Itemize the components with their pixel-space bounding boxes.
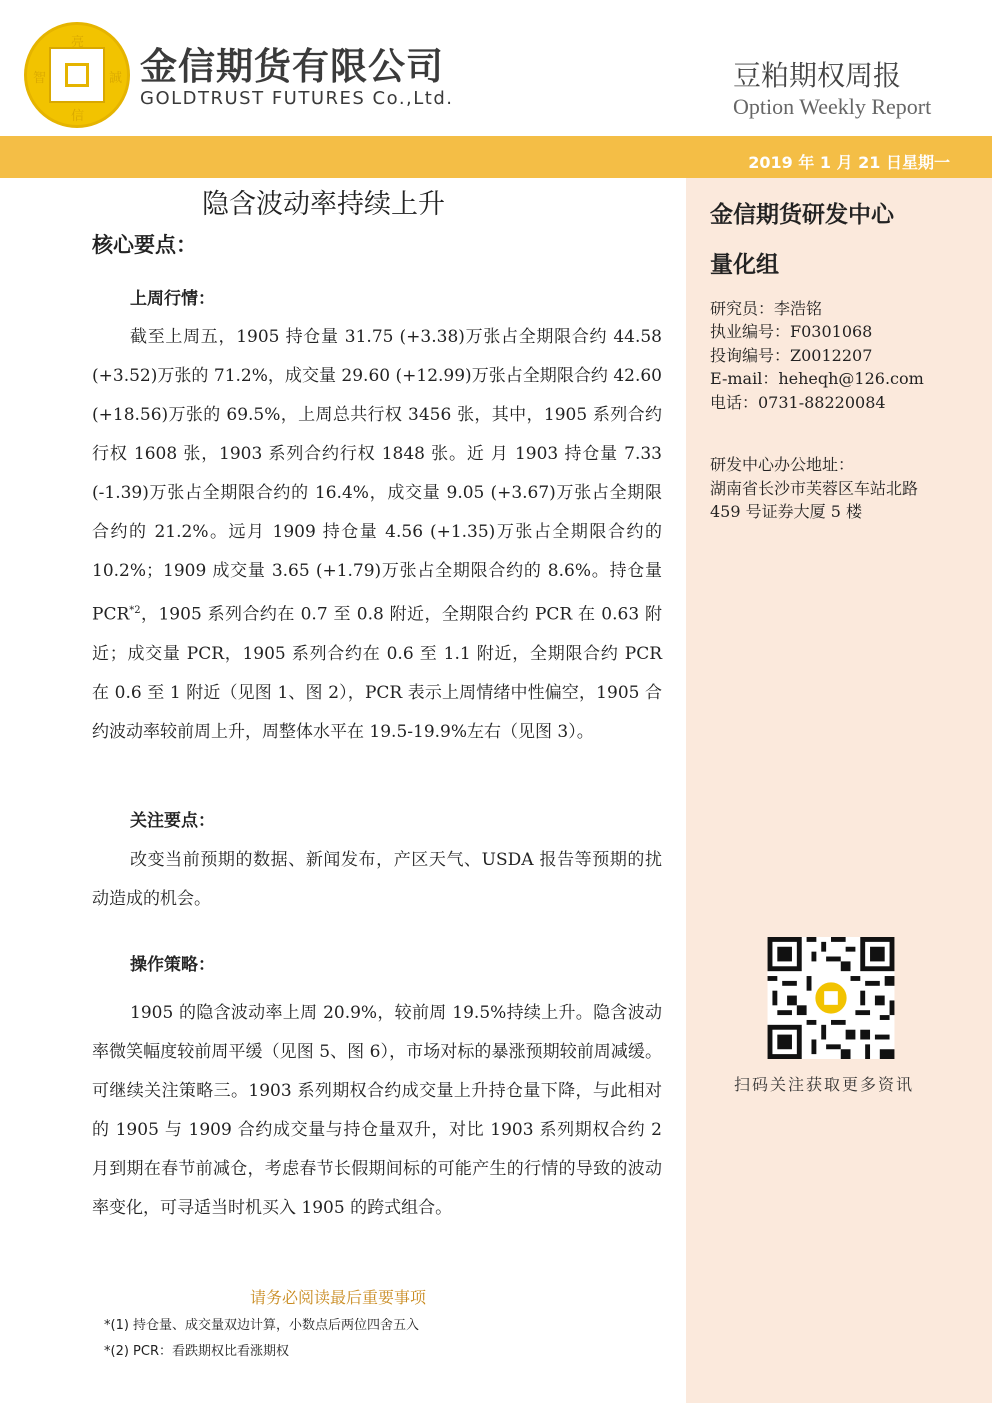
- section-heading-focus: 关注要点：: [130, 811, 215, 831]
- report-title-cn: 豆粕期权周报: [733, 59, 902, 92]
- logo-square-hole: [65, 63, 89, 87]
- contact-phone: 电话：0731-88220084: [710, 393, 886, 412]
- company-name-cn: 金信期货有限公司: [140, 45, 444, 88]
- core-heading: 核心要点：: [92, 233, 197, 257]
- logo-char-right: 誠: [109, 71, 123, 86]
- section-heading-market: 上周行情：: [130, 289, 215, 309]
- address-line-2: 459 号证券大厦 5 楼: [710, 502, 862, 521]
- address-label: 研发中心办公地址：: [710, 455, 855, 474]
- address-line-1: 湖南省长沙市芙蓉区车站北路: [710, 479, 919, 498]
- contact-researcher: 研究员：李浩铭: [710, 299, 823, 318]
- section-paragraph-strategy: 1905 的隐含波动率上周 20.9%，较前周 19.5%持续上升。隐含波动率微笑幅度较前周平缓（见图 5、图 6），市场对标的暴涨预期较前周减缓。可继续关注策略三。1903 系列期权合约成交量上升持仓量下降，与此相对的 1905 与 1909 合约成交量与持仓量双升，对比 1903 系列期权合约 2 月到期在春节前减仓，考虑春节长假期间标的可能产生的行情的导致的波动率变化，可寻适当时机买入 1905 的跨式组合。: [92, 1003, 662, 1218]
- company-name-en: GOLDTRUST FUTURES Co.,Ltd.: [140, 88, 454, 109]
- footnote-1: *(1) 持仓量、成交量双边计算，小数点后两位四舍五入: [104, 1318, 420, 1333]
- qr-code: [766, 937, 896, 1059]
- important-notice: 请务必阅读最后重要事项: [250, 1288, 427, 1307]
- section-paragraph-market: [92, 318, 662, 752]
- market-text-part2: ，1905 系列合约在 0.7 至 0.8 附近，全期限合约 PCR 在 0.63 附近；成交量 PCR，1905 系列合约在 0.6 至 1.1 附近，全期限合约 PCR 在 0.6 至 1 附近（见图 1、图 2），PCR 表示上周情绪中性偏空，1905 合约波动率较前周上升，周整体水平在 19.5-19.9%左右（见图 3）。: [92, 604, 662, 742]
- report-date: 2019 年 1 月 21 日星期一: [748, 153, 950, 172]
- research-group-title: 量化组: [710, 252, 779, 278]
- report-title-en: Option Weekly Report: [733, 94, 932, 119]
- market-text-part1: 截至上周五，1905 持仓量 31.75 (+3.38)万张占全期限合约 44.58 (+3.52)万张的 71.2%，成交量 29.60 (+12.99)万张占全期限合约 42.60 (+18.56)万张的 69.5%，上周总共行权 3456 张，其中，1905 系列合约行权 1608 张，1903 系列合约行权 1848 张。近 月 1903 持仓量 7.33 (-1.39)万张占全期限合约的 16.4%，成交量 9.05 (+3.67)万张占全期限合约的 21.2%。远月 1909 持仓量 4.56 (+1.35)万张占全期限合约的 10.2%；1909 成交量 3.65 (+1.79)万张占全期限合约的 8.6%。持仓量 PCR: [92, 327, 662, 625]
- research-center-title: 金信期货研发中心: [710, 202, 894, 228]
- section-heading-strategy: 操作策略：: [130, 955, 215, 975]
- contact-advisory-id: 投询编号：Z0012207: [710, 346, 873, 365]
- company-logo: [24, 22, 130, 128]
- logo-char-bottom: 信: [71, 109, 85, 124]
- footnote-ref: *2: [129, 605, 141, 616]
- contact-email: E-mail：heheqh@126.com: [710, 369, 924, 388]
- page-title: 隐含波动率持续上升: [202, 189, 445, 220]
- contact-license: 执业编号：F0301068: [710, 322, 873, 341]
- footnote-2: *(2) PCR：看跌期权比看涨期权: [104, 1344, 289, 1359]
- logo-coin-square: [49, 47, 105, 103]
- section-paragraph-focus: 改变当前预期的数据、新闻发布，产区天气、USDA 报告等预期的扰动造成的机会。: [92, 850, 662, 909]
- logo-char-top: 亮: [71, 35, 85, 50]
- logo-char-left: 智: [33, 71, 47, 86]
- qr-caption: 扫码关注获取更多资讯: [734, 1075, 915, 1094]
